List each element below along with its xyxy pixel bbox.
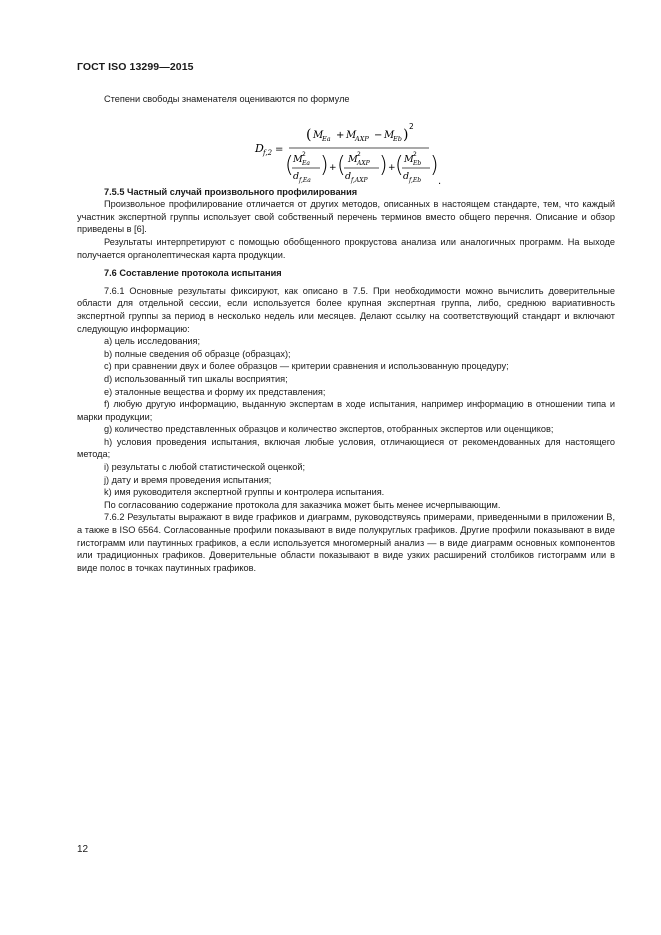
den3-open-paren: ( xyxy=(395,152,404,178)
den-plus-2: + xyxy=(388,162,396,173)
den3-num-sub: Eb xyxy=(413,159,422,167)
den2-den: d xyxy=(345,170,352,182)
den3-close-paren: ) xyxy=(430,152,439,178)
num-term2: M xyxy=(346,129,357,141)
den1-num: M xyxy=(293,153,303,165)
paragraph-7-5-5-1: Произвольное профилирование отличается от других методов, описанных в настоящем стандарте, тем, что каждый участник экспертной группы использует свой собственный перечень терминов вместо общего перечня. Описание и обзор приведены в [6]. xyxy=(77,199,615,235)
den3-den-sub: f,Eb xyxy=(409,176,422,184)
document-header: ГОСТ ISO 13299—2015 xyxy=(77,61,194,73)
den1-open-paren: ( xyxy=(285,152,294,178)
den1-den-sub: f,Ea xyxy=(299,176,311,184)
page-content xyxy=(77,93,615,574)
den3-den: d xyxy=(403,170,410,182)
heading-7-5-5: 7.5.5 Частный случай произвольного профилирования xyxy=(104,186,358,197)
den1-close-paren: ) xyxy=(320,152,329,178)
formula-block xyxy=(77,106,615,186)
num-term3: M xyxy=(384,129,395,141)
den2-open-paren: ( xyxy=(337,152,346,178)
list-item-g: g) количество представленных образцов и количество экспертов, отобранных экспертов или оценщиков; xyxy=(104,424,554,435)
list-item-d: d) использованный тип шкалы восприятия; xyxy=(104,373,288,384)
formula-svg xyxy=(77,106,615,186)
den2-den-sub: f,AXP xyxy=(351,176,368,184)
den2-num-sub: AXP xyxy=(357,159,370,167)
formula-intro: Степени свободы знаменателя оцениваются по формуле xyxy=(104,94,350,104)
den1-num-sup: 2 xyxy=(302,150,306,158)
heading-7-6: 7.6 Составление протокола испытания xyxy=(104,268,282,279)
list-item-a: a) цель исследования; xyxy=(104,336,201,347)
formula-end-period: . xyxy=(438,175,442,186)
formula-eq: = xyxy=(275,143,284,155)
den3-num-sup: 2 xyxy=(413,150,417,158)
paragraph-7-5-5-2: Результаты интерпретируют с помощью обобщенного прокрустова анализа или аналогичных программ. На выходе получается органолептическая карта продукции. xyxy=(77,236,615,260)
list-item-h: h) условия проведения испытания, включая любые условия, отличающиеся от рекомендованных для настоящего метода; xyxy=(77,436,615,460)
den2-num-sup: 2 xyxy=(357,150,361,158)
num-term1-sub: Ea xyxy=(322,134,331,143)
den3-num: M xyxy=(404,153,414,165)
num-term1: M xyxy=(313,129,324,141)
list-item-f: f) любую другую информацию, выданную экспертам в ходе испытания, например информацию в отношении типа и марки продукции; xyxy=(77,399,615,422)
num-plus: + xyxy=(336,129,345,141)
paragraph-agreement: По согласованию содержание протокола для заказчика может быть менее исчерпывающим. xyxy=(104,499,501,510)
paragraph-7-6-2: 7.6.2 Результаты выражают в виде графиков и диаграмм, руководствуясь примерами, приведенными в приложении B, а также в ISO 6564. Согласованные профили показывают в виде полукруглых графиков. Другие профили показывают в виде гистограмм или паутинных графиков, а если используется многомерный анализ — в виде диаграмм основных компонентов или традиционных графиков. Доверительные области показывают в виде узких расширений столбиков гистограмм или в виде полос в точках паутинных графиков. xyxy=(77,512,615,573)
den2-close-paren: ) xyxy=(379,152,388,178)
list-item-i: i) результаты с любой статистической оценкой; xyxy=(104,462,306,473)
num-minus: − xyxy=(374,129,383,141)
list-item-j: j) дату и время проведения испытания; xyxy=(104,474,272,485)
num-power: 2 xyxy=(409,121,414,131)
list-item-k: k) имя руководителя экспертной группы и контролера испытания. xyxy=(104,487,385,498)
list-item-e: e) эталонные вещества и форму их представления; xyxy=(104,386,326,397)
formula-lhs-sub: f,2 xyxy=(263,148,273,157)
list-item-c: c) при сравнении двух и более образцов — критерии сравнения и использованную процедуру; xyxy=(104,361,509,372)
page-number: 12 xyxy=(77,844,89,855)
num-term3-sub: Eb xyxy=(393,134,402,143)
num-open-paren: ( xyxy=(306,126,312,143)
den-plus-1: + xyxy=(329,162,337,173)
paragraph-7-6-1: 7.6.1 Основные результаты фиксируют, как описано в 7.5. При необходимости можно вычислить доверительные области для отдельной сессии, если используется более крупная экспертная группа, либо, среднюю вариативность экспертной группы за период в несколько недель или месяцев. Делают ссылку на соответствующий стандарт и включают следующую информацию: xyxy=(77,285,615,334)
den1-den: d xyxy=(293,170,300,182)
list-item-b: b) полные сведения об образце (образцах); xyxy=(104,348,291,359)
num-close-paren: ) xyxy=(403,126,409,143)
formula-lhs: D xyxy=(255,141,264,155)
num-term2-sub: AXP xyxy=(355,134,369,143)
den1-num-sub: Ea xyxy=(302,159,310,167)
den2-num: M xyxy=(348,153,358,165)
